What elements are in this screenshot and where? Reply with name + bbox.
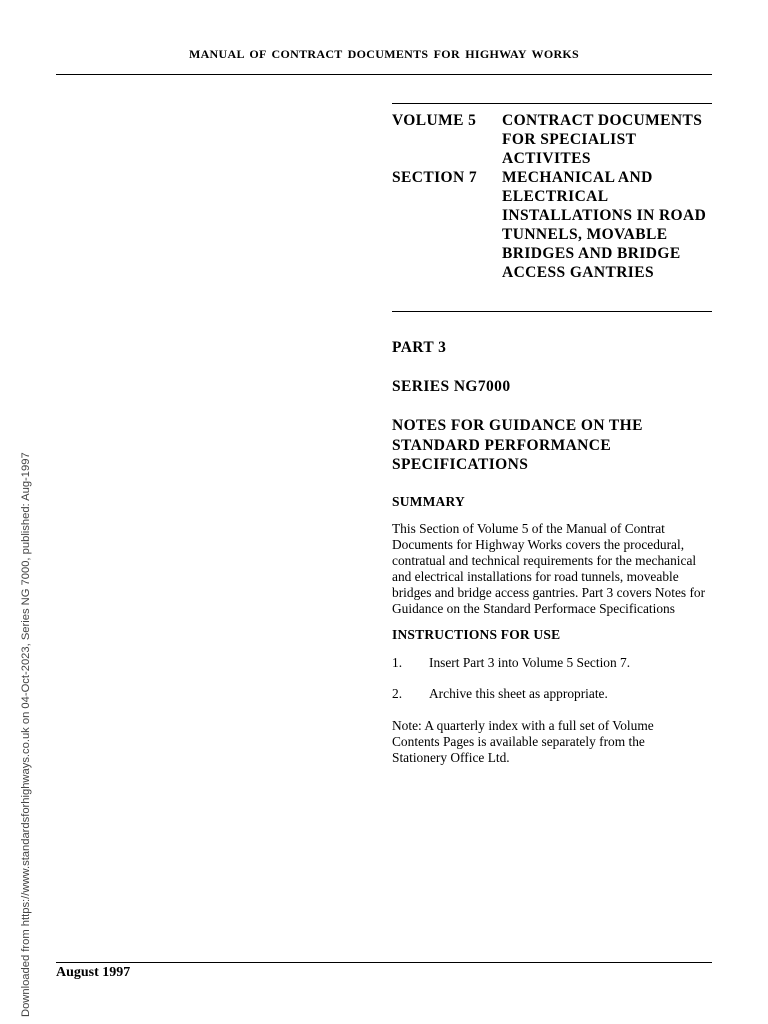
footer-date: August 1997 (56, 965, 131, 980)
series-heading: SERIES NG7000 (392, 378, 511, 395)
volume-row (392, 111, 714, 168)
part-heading: PART 3 (392, 339, 447, 356)
volume-title: CONTRACT DOCUMENTS FOR SPECIALIST ACTIVITES (502, 112, 703, 167)
document-header-title: MANUAL OF CONTRACT DOCUMENTS FOR HIGHWAY WORKS (188, 47, 580, 61)
list-item-number: 2. (392, 686, 403, 701)
header-divider (56, 74, 712, 75)
section-label: SECTION 7 (392, 169, 477, 186)
section-row (392, 168, 714, 282)
list-item-text: Insert Part 3 into Volume 5 Section 7. (429, 655, 631, 670)
summary-heading: SUMMARY (392, 494, 465, 509)
list-item (392, 686, 714, 702)
instructions-heading: INSTRUCTIONS FOR USE (392, 627, 561, 642)
volume-block-bottom-rule (392, 311, 712, 312)
list-item (392, 655, 714, 671)
section-title: MECHANICAL AND ELECTRICAL INSTALLATIONS IN ROAD TUNNELS, MOVABLE BRIDGES AND BRIDGE ACCESS GANTRIES (502, 169, 707, 281)
volume-label: VOLUME 5 (392, 112, 477, 129)
summary-text: This Section of Volume 5 of the Manual of Contrat Documents for Highway Works covers the procedural, contratual and technical requirements for the mechanical and electrical installations for road tunnels, moveable bridges and bridge access gantries. Part 3 covers Notes for Guidance on the Standard Performace Specifications (392, 521, 706, 616)
notes-title: NOTES FOR GUIDANCE ON THE STANDARD PERFORMANCE SPECIFICATIONS (392, 417, 643, 473)
list-item-number: 1. (392, 655, 403, 670)
volume-block-top-rule (392, 103, 712, 104)
download-watermark: Downloaded from https://www.standardsforhighways.co.uk on 04-Oct-2023, Series NG 7000, published: Aug-1997 (20, 452, 32, 1017)
volume-section-block (392, 111, 714, 282)
note-text: Note: A quarterly index with a full set of Volume Contents Pages is available separately from the Stationery Office Ltd. (392, 718, 654, 765)
footer-divider (56, 962, 712, 963)
list-item-text: Archive this sheet as appropriate. (429, 686, 608, 701)
